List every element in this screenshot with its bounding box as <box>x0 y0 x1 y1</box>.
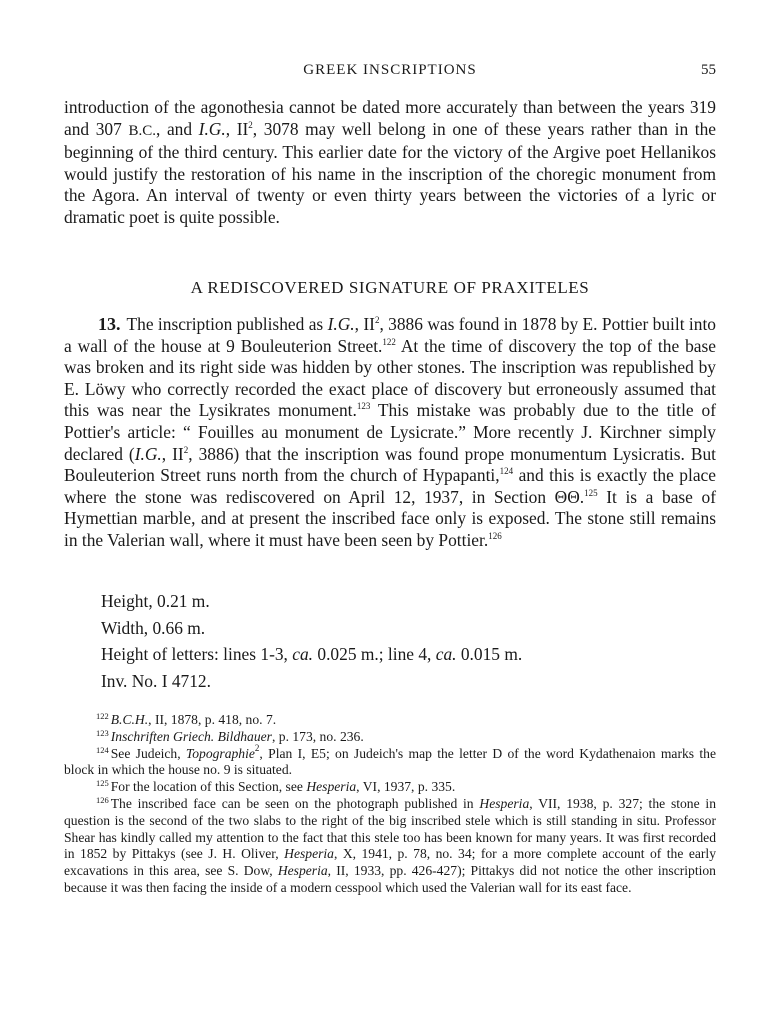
section-title: A REDISCOVERED SIGNATURE OF PRAXITELES <box>190 278 590 297</box>
footnotes <box>64 712 716 897</box>
footnote-ref-123[interactable]: 123 <box>356 401 371 412</box>
section-number: 13. <box>98 314 121 334</box>
running-head <box>64 62 716 82</box>
footnote-123: $^{123}$ Inschriften Griech. Bildhauer, p. 173, no. 236. <box>96 727 364 744</box>
section-paragraph: 13. The inscription published as I.G., $II^2$, 3886 was found in 1878 by E. Pottier built into a wall of the house at 9 Bouleuterion Street.$^{122}$ At the time of discovery the top of the base was broken and its right side was hidden by other stones. The inscription was republished by E. Löwy who correctly recorded the exact place of discovery but erroneously assumed that this was near the Lysikrates monument.$^{123}$ This mistake was probably due to the title of Pottier's article: “ Fouilles au monument de Lysicrate.” More recently J. Kirchner simply declared (I.G., $II^2$, 3886) that the inscription was found prope monumentum Lysicratis. But Bouleuterion Street runs north from the church of Hypapanti,$^{124}$ and this is exactly the place where the stone was rediscovered on April 12, 1937, in Section ΘΘ.$^{125}$ It is a base of Hymettian marble, and at present the inscribed face only is exposed. The stone still remains in the Valerian wall, where it must have been seen by Pottier.$^{126}$ <box>64 314 717 550</box>
measurement-letters: Height of letters: lines 1-3, ca. 0.025 m.; line 4, ca. 0.015 m. <box>101 644 523 664</box>
footnote-ref-124[interactable]: 124 <box>499 466 514 477</box>
footnote-ref-125[interactable]: 125 <box>584 487 598 498</box>
measurement-width: Width, 0.66 m. <box>101 617 206 638</box>
measurement-height: Height, 0.21 m. <box>101 591 210 611</box>
footnote-126: $^{126}$ The inscribed face can be seen on the photograph published in Hesperia, VII, 1938, p. 327; the stone in question is the second of the two slabs to the right of the big inscribed stele which is still standing in situ. Professor Shear has kindly called my attention to the fact that this stele too has been known for many years. It was first recorded in 1852 by Pittakys (see J. H. Oliver, Hesperia, X, 1941, p. 78, no. 34; for a more complete account of the early excavations in this area, see S. Dow, Hesperia, II, 1933, pp. 426-427); Pittakys did not notice the other inscription because it was then facing the inside of a modern cesspool which used the Valerian wall for its east face. <box>64 794 717 895</box>
page-number: 55 <box>701 62 716 78</box>
footnote-ref-126[interactable]: 126 <box>488 530 502 541</box>
running-title: GREEK INSCRIPTIONS <box>303 62 477 78</box>
footnote-124: $^{124}$ See Judeich, Topographie$^2$, Plan I, E5; on Judeich's map the letter D of the word Kydathenaion marks the block in which the house no. 9 is situated. <box>64 742 716 778</box>
footnote-ref-122[interactable]: 122 <box>382 336 396 347</box>
footnote-122: $^{122}$ B.C.H., II, 1878, p. 418, no. 7. <box>96 711 277 727</box>
measurements <box>101 588 522 694</box>
inventory-number: Inv. No. I 4712. <box>101 670 211 691</box>
intro-paragraph: introduction of the agonothesia cannot be dated more accurately than between the years 319 and 307 B.C., and I.G., $II^2$, 3078 may well belong in one of these years rather than in the beginning of the third century. This earlier date for the victory of the Argive poet Hellanikos would justify the restoration of his name in the inscription of the choregic monument from the Agora. An interval of twenty or even thirty years between the victories of a lyric or dramatic poet is quite possible. <box>64 97 717 227</box>
footnote-125: $^{125}$ For the location of this Section, see Hesperia, VI, 1937, p. 335. <box>96 778 456 795</box>
